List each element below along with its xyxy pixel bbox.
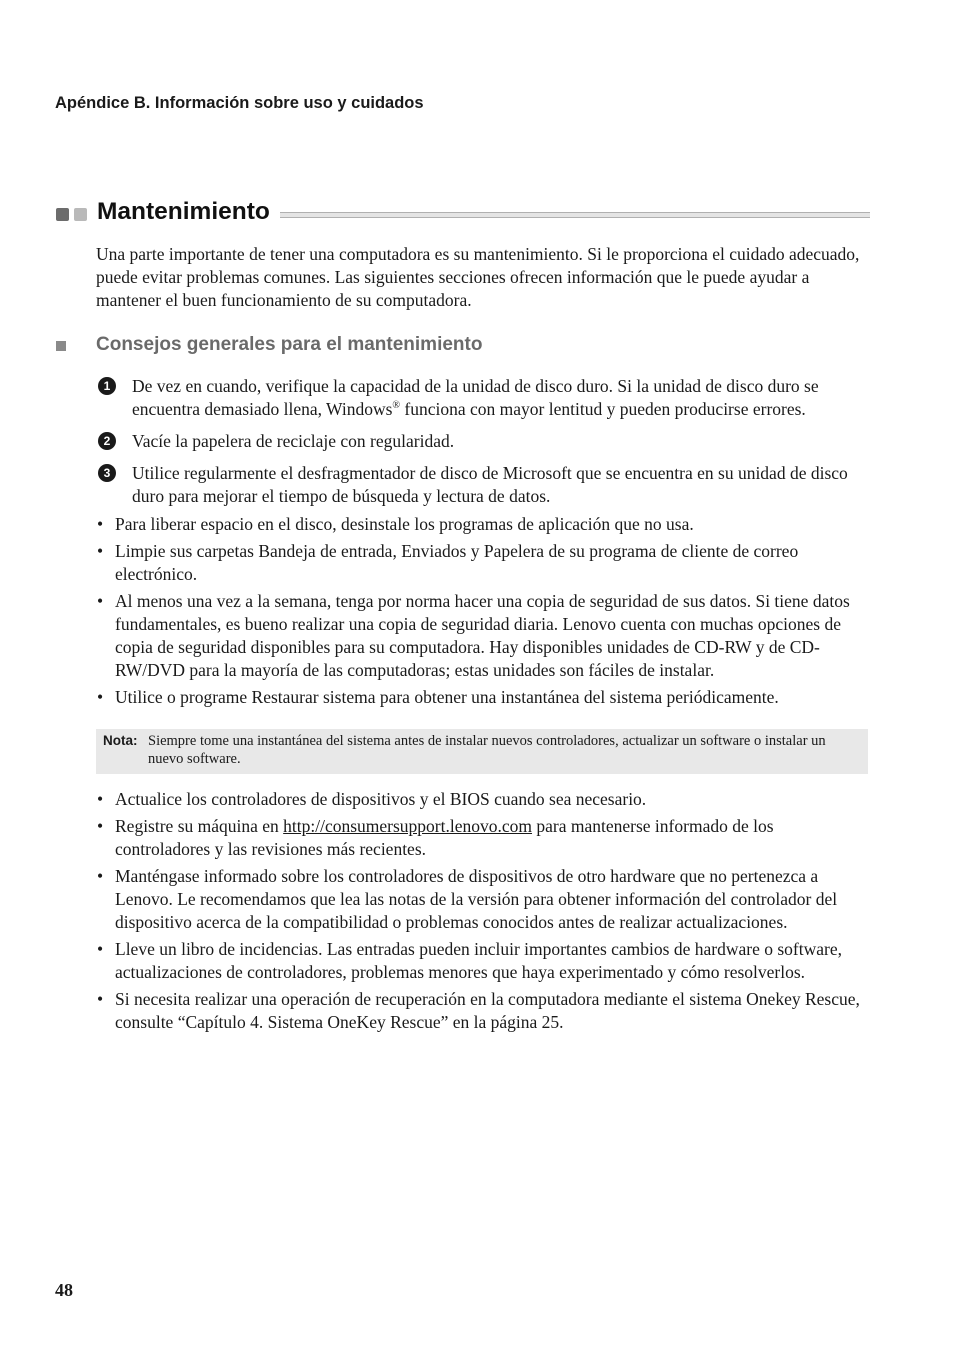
list-item (96, 938, 868, 984)
heading-square-dark-icon (56, 208, 69, 221)
list-item-text: Limpie sus carpetas Bandeja de entrada, Enviados y Papelera de su programa de cliente de correo electrónico. (115, 541, 799, 584)
bullet-icon: • (97, 816, 104, 836)
list-item (96, 513, 868, 536)
heading-square-light-icon (74, 208, 87, 221)
numbered-item-text: Vacíe la papelera de reciclaje con regularidad. (132, 431, 455, 451)
note-label: Nota: (103, 733, 138, 748)
list-item-text: Para liberar espacio en el disco, desinstale los programas de aplicación que no usa. (115, 514, 694, 534)
bullet-icon: • (97, 687, 104, 707)
list-item-text: Al menos una vez a la semana, tenga por norma hacer una copia de seguridad de sus datos. Si tiene datos fundamentales, es bueno realizar una copia de seguridad diaria. Lenovo cuenta con muchas opciones de copia de seguridad disponibles para su computadora. Hay disponibles unidades de CD-RW y de CD-RW/DVD para la mayoría de las computadoras; estas unidades son fáciles de instalar. (115, 591, 850, 680)
list-item (96, 686, 868, 709)
intro-paragraph (96, 243, 868, 312)
support-link[interactable]: http://consumersupport.lenovo.com (283, 816, 533, 836)
page-number: 48 (55, 1280, 73, 1300)
list-item-text: Si necesita realizar una operación de recuperación en la computadora mediante el sistema Onekey Rescue, consulte “Capítulo 4. Sistema OneKey Rescue” en la página 25. (115, 989, 860, 1032)
number-badge-icon: 2 (98, 432, 116, 450)
bullet-icon: • (97, 989, 104, 1009)
note-box (96, 729, 868, 774)
numbered-item (96, 375, 868, 421)
bullet-icon: • (97, 541, 104, 561)
maintenance-list (96, 375, 868, 1038)
list-item-text: Lleve un libro de incidencias. Las entradas pueden incluir importantes cambios de hardware o software, actualizaciones de controladores, problemas menores que haya experimentado y cómo resolverlos. (115, 939, 842, 982)
number-badge-icon: 1 (98, 377, 116, 395)
list-item-text: Manténgase informado sobre los controladores de dispositivos de otro hardware que no pertenezca a Lenovo. Le recomendamos que lea las notas de la versión para obtener información del controlador del dispositivo acerca de la compatibilidad o problemas conocidos antes de realizar actualizaciones. (115, 866, 838, 932)
numbered-item-text-cont: funciona con mayor lentitud y pueden producirse errores. (400, 399, 806, 419)
section-heading (55, 198, 870, 230)
numbered-item-text: De vez en cuando, verifique la capacidad de la unidad de disco duro. Si la unidad de disco duro se encuentra demasiado llena, Windows (132, 376, 819, 419)
square-bullet-icon (56, 341, 66, 351)
bullet-icon: • (97, 789, 104, 809)
numbered-item-text: Utilice regularmente el desfragmentador de disco de Microsoft que se encuentra en su unidad de disco duro para mejorar el tiempo de búsqueda y lectura de datos. (132, 463, 848, 506)
bullet-icon: • (97, 514, 104, 534)
bullet-icon: • (97, 591, 104, 611)
subsection-title: Consejos generales para el mantenimiento (96, 334, 483, 355)
list-item-text: Actualice los controladores de dispositivos y el BIOS cuando sea necesario. (115, 789, 647, 809)
numbered-item (96, 462, 868, 508)
section-title: Mantenimiento (97, 198, 270, 225)
intro-text: Una parte importante de tener una computadora es su mantenimiento. Si le proporciona el cuidado adecuado, puede evitar problemas comunes. Las siguientes secciones ofrecen información que le puede ayudar a mantener el buen funcionamiento de su computadora. (96, 244, 860, 310)
subsection-heading (55, 334, 855, 360)
list-item-text: Utilice o programe Restaurar sistema para obtener una instantánea del sistema periódicamente. (115, 687, 779, 707)
list-item (96, 788, 868, 811)
list-item (96, 988, 868, 1034)
registered-mark: ® (392, 400, 401, 412)
note-text: Siempre tome una instantánea del sistema antes de instalar nuevos controladores, actualizar un software o instalar un nuevo software. (148, 733, 826, 767)
number-badge-icon: 3 (98, 464, 116, 482)
numbered-item (96, 430, 868, 453)
list-item (96, 815, 868, 861)
running-header: Apéndice B. Información sobre uso y cuidados (55, 94, 424, 112)
list-item (96, 590, 868, 682)
list-item-text-cont: para mantenerse informado de los controladores y las revisiones más recientes. (115, 816, 774, 859)
list-item (96, 865, 868, 934)
bullet-icon: • (97, 866, 104, 886)
list-item-text: Registre su máquina en (115, 816, 284, 836)
list-item (96, 540, 868, 586)
title-rule (280, 212, 870, 218)
bullet-icon: • (97, 939, 104, 959)
